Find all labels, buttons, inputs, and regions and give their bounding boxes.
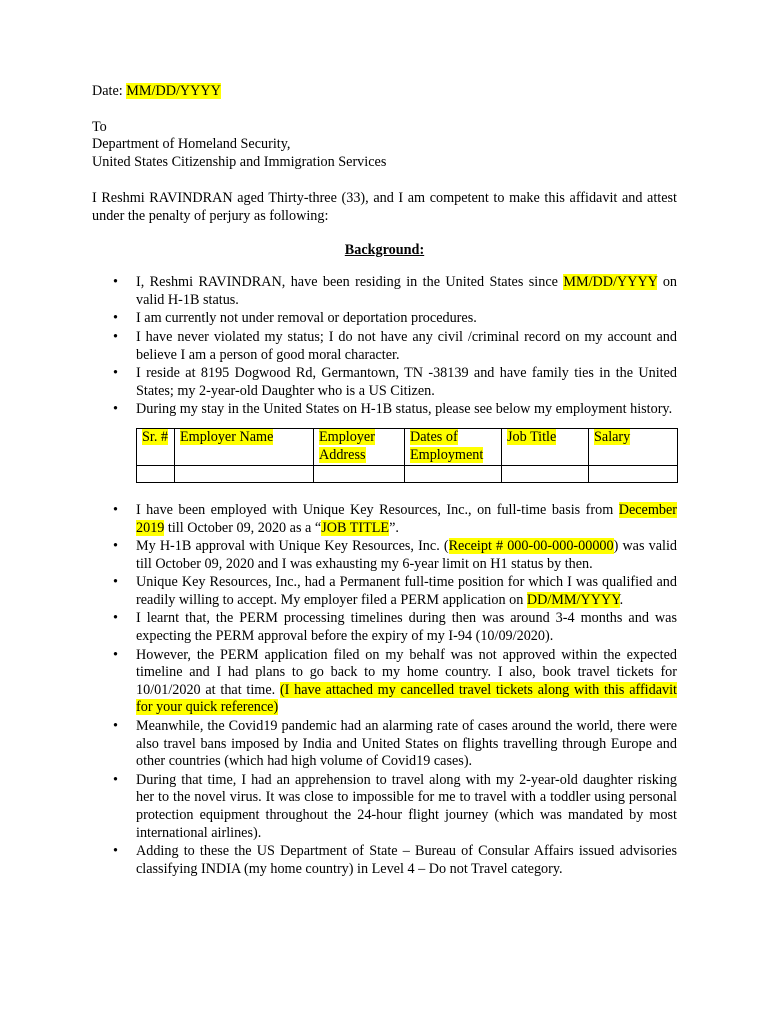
- highlighted-receipt: Receipt # 000-00-000-00000: [448, 538, 614, 555]
- bullet: •: [113, 646, 118, 663]
- header-cell: [502, 428, 589, 465]
- date-value: MM/DD/YYYY: [126, 83, 221, 99]
- date-line: [92, 83, 677, 101]
- highlighted-attachment-note: (I have attached my cancelled travel tickets along with this affidavit for your quick reference): [136, 681, 677, 716]
- item-text: .: [619, 591, 624, 608]
- list-item: [92, 310, 677, 328]
- item-text: During that time, I had an apprehension to travel along with my 2-year-old daughter risking her to the novel virus. It was close to impossible for me to travel with a toddler using personal protection equipment throughout the 24-hour flight journey (which was mandated by most international airlines).: [136, 771, 677, 841]
- header-cell: [405, 428, 502, 465]
- table-cell[interactable]: [502, 465, 589, 482]
- bullet: •: [113, 274, 118, 291]
- list-item: [92, 329, 677, 364]
- intro-paragraph: I Reshmi RAVINDRAN aged Thirty-three (33), and I am competent to make this affidavit and attest under the penalty of perjury as following:: [92, 190, 677, 224]
- addressee-block: [92, 119, 677, 172]
- employment-list: [92, 502, 677, 878]
- table-header-row: [137, 428, 678, 465]
- table-cell[interactable]: [589, 465, 678, 482]
- list-item: [92, 772, 677, 842]
- header-sr: Sr. #: [142, 428, 169, 445]
- list-item: [92, 610, 677, 645]
- header-cell: [137, 428, 175, 465]
- item-text: ”.: [389, 519, 399, 536]
- to-line-1: Department of Homeland Security,: [92, 136, 291, 153]
- background-list: [92, 274, 677, 419]
- employment-table: [136, 428, 678, 483]
- to-line-2: United States Citizenship and Immigration Services: [92, 153, 387, 170]
- item-text: Unique Key Resources, Inc., had a Permanent full-time position for which I was qualified and readily willing to accept. My employer filed a PERM application on: [136, 574, 677, 608]
- header-job-title: Job Title: [507, 428, 557, 445]
- bullet: •: [113, 365, 118, 382]
- bullet: •: [113, 610, 118, 627]
- bullet: •: [113, 310, 118, 327]
- header-employer-name: Employer Name: [180, 428, 274, 445]
- list-item: [92, 274, 677, 309]
- table-cell[interactable]: [175, 465, 314, 482]
- bullet: •: [113, 401, 118, 418]
- item-text: till October 09, 2020 as a “: [167, 519, 322, 536]
- highlighted-job-title: JOB TITLE: [321, 519, 390, 536]
- date-label: Date:: [92, 83, 123, 99]
- item-text: I have never violated my status; I do not have any civil /criminal record on my account and believe I am a person of good moral character.: [136, 328, 677, 363]
- header-salary: Salary: [594, 428, 631, 445]
- header-cell: [175, 428, 314, 465]
- item-text: My H-1B approval with Unique Key Resources, Inc. (: [136, 538, 449, 555]
- list-item: [92, 365, 677, 400]
- list-item: [92, 401, 677, 419]
- list-item: [92, 502, 677, 537]
- item-text: on valid H-1B status.: [136, 274, 678, 308]
- table-cell[interactable]: [137, 465, 175, 482]
- bullet: •: [113, 501, 118, 518]
- bullet: •: [113, 771, 118, 788]
- item-text: I am currently not under removal or deportation procedures.: [136, 310, 477, 327]
- highlighted-start-date: December 2019: [136, 501, 677, 536]
- bullet: •: [113, 328, 118, 345]
- highlighted-perm-date: DD/MM/YYYY: [526, 591, 620, 608]
- header-cell: [589, 428, 678, 465]
- table-cell[interactable]: [405, 465, 502, 482]
- bullet: •: [113, 718, 118, 735]
- to-label: To: [92, 118, 107, 135]
- item-text: I, Reshmi RAVINDRAN, have been residing in the United States since: [136, 274, 558, 291]
- item-text: Adding to these the US Department of State – Bureau of Consular Affairs issued advisories classifying INDIA (my home country) in Level 4 – Do not Travel category.: [136, 843, 677, 877]
- bullet: •: [113, 574, 118, 591]
- table-row: [137, 465, 678, 482]
- affidavit-page: [92, 78, 677, 879]
- item-text: ) was valid till October 09, 2020 and I was exhausting my 6-year limit on H1 status by then.: [136, 538, 677, 572]
- background-title: Background: [344, 241, 420, 258]
- bullet: •: [113, 538, 118, 555]
- item-text: During my stay in the United States on H-1B status, please see below my employment history.: [136, 401, 673, 418]
- header-employer-address: Employer Address: [319, 428, 375, 463]
- background-colon: :: [419, 241, 425, 258]
- list-item: [92, 843, 677, 878]
- item-text: I learnt that, the PERM processing timelines during then was around 3-4 months and was expecting the PERM approval before the expiry of my I-94 (10/09/2020).: [136, 610, 677, 645]
- item-text: However, the PERM application filed on my behalf was not approved within the expected timeline and I had plans to go back to my home country. I also, book travel tickets for 10/01/2020 at that time.: [136, 646, 677, 698]
- list-item: [92, 574, 677, 609]
- item-text: I have been employed with Unique Key Resources, Inc., on full-time basis from: [136, 501, 614, 518]
- background-heading: [92, 242, 677, 260]
- table-cell[interactable]: [314, 465, 405, 482]
- list-item: [92, 538, 677, 573]
- item-text: Meanwhile, the Covid19 pandemic had an alarming rate of cases around the world, there were also travel bans imposed by India and United States on flights travelling through Europe and other countries (which had high volume of Covid19 cases).: [136, 718, 677, 770]
- bullet: •: [113, 843, 118, 860]
- header-cell: [314, 428, 405, 465]
- header-dates: Dates of Employment: [410, 428, 484, 463]
- list-item: [92, 718, 677, 771]
- list-item: [92, 647, 677, 717]
- highlighted-date: MM/DD/YYYY: [563, 274, 658, 291]
- item-text: I reside at 8195 Dogwood Rd, Germantown, TN -38139 and have family ties in the United States; my 2-year-old Daughter who is a US Citizen.: [136, 365, 677, 399]
